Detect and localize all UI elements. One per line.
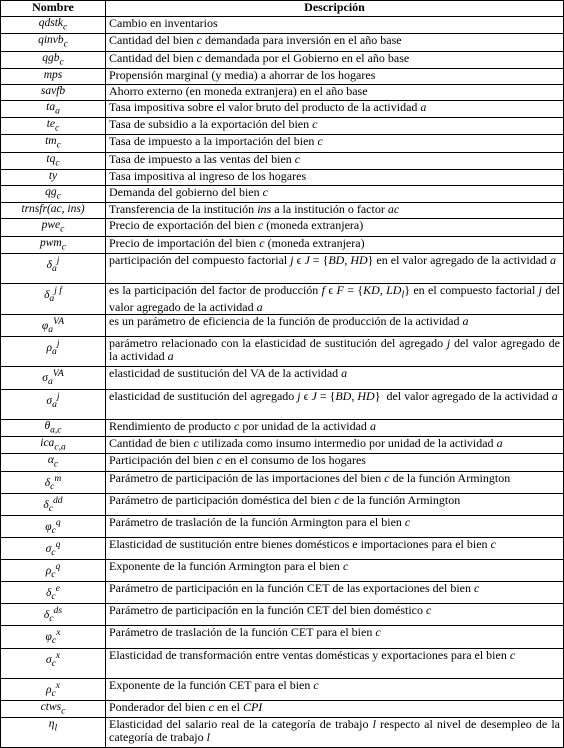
- table-row: [1, 389, 564, 419]
- parameter-symbol: $\delta_c^e$: [1, 582, 106, 604]
- table-row: [1, 203, 564, 219]
- table-row: [1, 253, 564, 283]
- parameter-symbol: $ta_a$: [1, 100, 106, 117]
- parameter-symbol: $\delta_c^{ds}$: [1, 604, 106, 626]
- parameter-symbol: $\theta_{a,c}$: [1, 419, 106, 436]
- parameter-description: Exponente de la función Armington para el bien c: [106, 560, 564, 582]
- parameter-symbol: $\sigma_c^x$: [1, 648, 106, 678]
- parameter-description: Cantidad del bien c demandada para inversión en el año base: [106, 34, 564, 51]
- header-row: [1, 1, 564, 17]
- parameter-description: Exponente de la función CET para el bien c: [106, 678, 564, 700]
- parameter-description: Cambio en inventarios: [106, 17, 564, 34]
- parameter-description: Parámetro de participación en la función CET del bien doméstico c: [106, 604, 564, 626]
- table-row: [1, 315, 564, 337]
- parameter-description: Participación del bien c en el consumo de los hogares: [106, 454, 564, 471]
- table-row: [1, 626, 564, 648]
- parameter-symbol: $\sigma_c^q$: [1, 537, 106, 559]
- parameter-description: Tasa de subsidio a la exportación del bien c: [106, 118, 564, 135]
- parameter-symbol: $\varphi_a^{VA}$: [1, 315, 106, 337]
- parameter-description: parámetro relacionado con la elasticidad de sustitución del agregado j del valor agregado de la actividad a: [106, 337, 564, 367]
- parameter-description: Transferencia de la institución ins a la institución o factor ac: [106, 203, 564, 219]
- parameter-description: Parámetro de participación doméstica del bien c de la función Armington: [106, 493, 564, 515]
- parameter-description: Elasticidad de transformación entre ventas domésticas y exportaciones para el bien c: [106, 648, 564, 678]
- parameter-symbol: $\varphi_c^q$: [1, 515, 106, 537]
- table-row: [1, 648, 564, 678]
- parameter-symbol: $tq_c$: [1, 152, 106, 169]
- parameter-symbol: pwm$_c$: [1, 236, 106, 253]
- parameter-description: Cantidad del bien c demandada por el Gobierno en el año base: [106, 51, 564, 68]
- table-row: [1, 560, 564, 582]
- table-row: [1, 283, 564, 314]
- table-row: [1, 17, 564, 34]
- parameter-symbol: $\varphi_c^x$: [1, 626, 106, 648]
- parameter-description: Tasa de impuesto a las ventas del bien c: [106, 152, 564, 169]
- table-row: [1, 419, 564, 436]
- parameter-symbol: $\rho_c^x$: [1, 678, 106, 700]
- parameter-description: Tasa impositiva sobre el valor bruto del producto de la actividad a: [106, 100, 564, 117]
- parameter-symbol: mps: [1, 68, 106, 84]
- table-row: [1, 337, 564, 367]
- parameter-description: Tasa de impuesto a la importación del bien c: [106, 135, 564, 152]
- table-row: [1, 717, 564, 747]
- parameter-description: Elasticidad del salario real de la categoría de trabajo l respecto al nivel de desempleo de la categoría de trabajo l: [106, 717, 564, 747]
- parameter-description: Tasa impositiva al ingreso de los hogares: [106, 170, 564, 186]
- parameter-symbol: $\sigma_a^{VA}$: [1, 367, 106, 389]
- table-row: [1, 236, 564, 253]
- parameter-symbol: $\eta_l$: [1, 717, 106, 747]
- parameter-description: Ponderador del bien c en el CPI: [106, 700, 564, 717]
- parameter-symbol: $\delta_a^{j f}$: [1, 283, 106, 314]
- parameter-description: Precio de exportación del bien c (moneda extranjera): [106, 219, 564, 236]
- parameter-description: Cantidad de bien c utilizada como insumo intermedio por unidad de la actividad a: [106, 436, 564, 453]
- parameter-description: elasticidad de sustitución del VA de la actividad a: [106, 367, 564, 389]
- table-row: [1, 68, 564, 84]
- parameter-description: es la participación del factor de producción f ϵ F = {KD, $LD_l$} en el compuesto factorial j del valor agregado de la actividad a: [106, 283, 564, 314]
- table-row: [1, 170, 564, 186]
- table-row: [1, 436, 564, 453]
- table-row: [1, 367, 564, 389]
- parameter-description: elasticidad de sustitución del agregado j ϵ J = {BD, HD} del valor agregado de la actividad a: [106, 389, 564, 419]
- table-row: [1, 537, 564, 559]
- parameter-description: Precio de importación del bien c (moneda extranjera): [106, 236, 564, 253]
- parameter-description: Parámetro de traslación de la función CET para el bien c: [106, 626, 564, 648]
- parameter-symbol: qdstk$_c$: [1, 17, 106, 34]
- parameter-symbol: $\sigma_a^j$: [1, 389, 106, 419]
- table-row: [1, 51, 564, 68]
- parameter-description: participación del compuesto factorial j ϵ J = {BD, HD} en el valor agregado de la actividad a: [106, 253, 564, 283]
- parameter-description: Propensión marginal (y media) a ahorrar de los hogares: [106, 68, 564, 84]
- table-row: [1, 135, 564, 152]
- table-row: [1, 604, 564, 626]
- parameter-symbol: $te_c$: [1, 118, 106, 135]
- table-row: [1, 34, 564, 51]
- parameter-description: Parámetro de traslación de la función Armington para el bien c: [106, 515, 564, 537]
- table-row: [1, 186, 564, 203]
- parameter-description: Parámetro de participación en la función CET de las exportaciones del bien c: [106, 582, 564, 604]
- table-body: [1, 17, 564, 748]
- header-descripcion: Descripción: [106, 1, 564, 17]
- parameter-symbol: $\delta_c^m$: [1, 471, 106, 493]
- parameter-symbol: $\rho_c^q$: [1, 560, 106, 582]
- parameter-symbol: trnsfr(ac, ins): [1, 203, 106, 219]
- table-row: [1, 678, 564, 700]
- table-row: [1, 471, 564, 493]
- parameter-description: Elasticidad de sustitución entre bienes domésticos e importaciones para el bien c: [106, 537, 564, 559]
- table-row: [1, 582, 564, 604]
- parameter-description: Parámetro de participación de las importaciones del bien c de la función Armington: [106, 471, 564, 493]
- parameter-symbol: $tm_c$: [1, 135, 106, 152]
- parameter-symbol: $\rho_a^j$: [1, 337, 106, 367]
- parameter-symbol: $qg_c$: [1, 186, 106, 203]
- table-row: [1, 152, 564, 169]
- parameter-symbol: ty: [1, 170, 106, 186]
- header-nombre: Nombre: [1, 1, 106, 17]
- parameter-symbol: savfb: [1, 84, 106, 100]
- table-row: [1, 219, 564, 236]
- parameter-description: es un parámetro de eficiencia de la función de producción de la actividad a: [106, 315, 564, 337]
- parameter-symbol: $\delta_c^{dd}$: [1, 493, 106, 515]
- table-row: [1, 118, 564, 135]
- table-row: [1, 515, 564, 537]
- parameter-symbol: ctws$_c$: [1, 700, 106, 717]
- parameter-description: Rendimiento de producto c por unidad de la actividad a: [106, 419, 564, 436]
- parameter-description: Ahorro externo (en moneda extranjera) en el año base: [106, 84, 564, 100]
- parameter-symbol: ica$_{c,a}$: [1, 436, 106, 453]
- parameter-symbol: $\delta_a^j$: [1, 253, 106, 283]
- table-row: [1, 100, 564, 117]
- table-row: [1, 700, 564, 717]
- parameter-symbol: qinvb$_c$: [1, 34, 106, 51]
- parameter-description: Demanda del gobierno del bien c: [106, 186, 564, 203]
- parameter-symbol: qgb$_c$: [1, 51, 106, 68]
- table-row: [1, 493, 564, 515]
- table-row: [1, 454, 564, 471]
- table-row: [1, 84, 564, 100]
- parameter-symbol: $\alpha_c$: [1, 454, 106, 471]
- parameter-symbol: pwe$_c$: [1, 219, 106, 236]
